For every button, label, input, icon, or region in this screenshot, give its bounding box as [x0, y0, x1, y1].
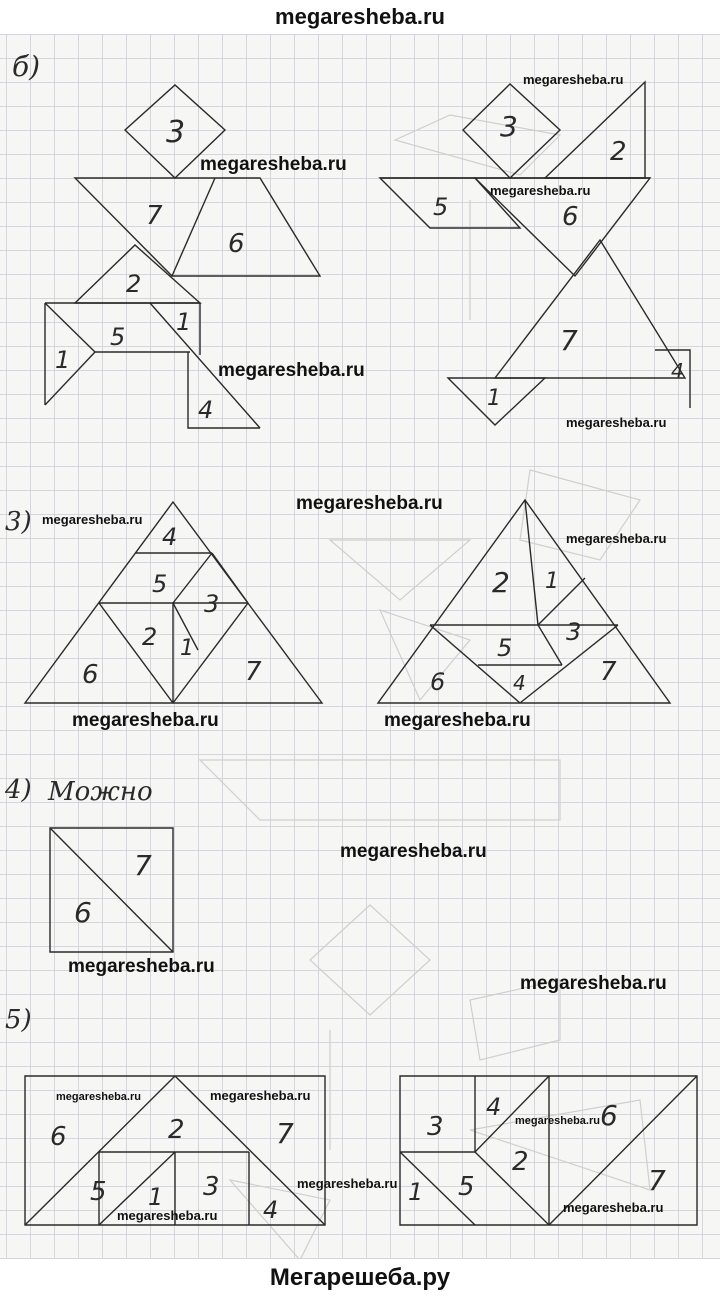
- piece-number-2: 2: [142, 623, 158, 651]
- piece-number-6: 6: [562, 202, 579, 232]
- task-5-label: 5): [5, 1005, 32, 1035]
- watermark: megaresheba.ru: [566, 531, 667, 546]
- figure-3-right-numbers: [430, 566, 617, 696]
- piece-number-5: 5: [110, 323, 126, 351]
- piece-number-1: 1: [545, 569, 559, 594]
- watermark: megaresheba.ru: [566, 415, 667, 430]
- watermark: megaresheba.ru: [515, 1115, 600, 1127]
- piece-number-5: 5: [497, 634, 513, 662]
- watermark: megaresheba.ru: [117, 1208, 218, 1223]
- site-footer[interactable]: Мегарешеба.ру: [0, 1259, 720, 1297]
- piece-number-7: 7: [276, 1117, 294, 1150]
- watermark: megaresheba.ru: [520, 973, 667, 994]
- figure-5-right-numbers: [408, 1093, 666, 1206]
- piece-number-7: 7: [648, 1164, 666, 1197]
- piece-number-4: 4: [513, 671, 526, 695]
- watermark: megaresheba.ru: [563, 1200, 664, 1215]
- piece-number-2: 2: [610, 137, 627, 167]
- piece-number-1: 1: [408, 1178, 424, 1206]
- task-4-answer: Можно: [48, 777, 153, 807]
- piece-number-7: 7: [560, 324, 578, 357]
- piece-number-4: 4: [162, 523, 178, 551]
- task-4-label: 4): [5, 775, 32, 805]
- figure-4-numbers: [74, 849, 152, 929]
- watermark: megaresheba.ru: [210, 1088, 311, 1103]
- piece-number-2: 2: [168, 1115, 185, 1145]
- piece-number-5: 5: [433, 193, 449, 221]
- watermark: megaresheba.ru: [340, 841, 487, 862]
- piece-number-3: 3: [204, 590, 220, 618]
- watermark: megaresheba.ru: [72, 710, 219, 731]
- piece-number-3: 3: [566, 618, 582, 646]
- watermark: megaresheba.ru: [490, 183, 591, 198]
- figure-b-right: [380, 82, 690, 425]
- piece-number-1: 1: [55, 346, 71, 374]
- watermark: megaresheba.ru: [218, 360, 365, 381]
- piece-number-5: 5: [90, 1177, 107, 1207]
- piece-number-7: 7: [134, 849, 152, 882]
- piece-number-6: 6: [600, 1099, 618, 1132]
- piece-number-7: 7: [600, 657, 617, 687]
- watermark: megaresheba.ru: [56, 1091, 141, 1103]
- piece-number-2: 2: [126, 270, 142, 298]
- piece-number-1: 1: [487, 386, 501, 411]
- piece-number-6: 6: [50, 1122, 67, 1152]
- figure-3-left-numbers: [82, 523, 262, 690]
- piece-number-6: 6: [228, 229, 245, 259]
- watermark: megaresheba.ru: [523, 72, 624, 87]
- watermark: megaresheba.ru: [200, 154, 347, 175]
- site-title[interactable]: megaresheba.ru: [0, 0, 720, 34]
- piece-number-2: 2: [512, 1147, 529, 1177]
- piece-number-2: 2: [492, 566, 510, 599]
- piece-number-6: 6: [82, 660, 99, 690]
- task-3-label: 3): [5, 507, 32, 537]
- piece-number-5: 5: [458, 1172, 475, 1202]
- figure-4-square: [50, 828, 173, 952]
- piece-number-7: 7: [146, 201, 163, 231]
- piece-number-7: 7: [245, 657, 262, 687]
- piece-number-3: 3: [203, 1172, 220, 1202]
- watermark: megaresheba.ru: [68, 956, 215, 977]
- piece-number-6: 6: [74, 896, 92, 929]
- piece-number-6: 6: [430, 668, 446, 696]
- piece-number-1: 1: [176, 308, 192, 336]
- piece-number-4: 4: [263, 1196, 279, 1224]
- piece-number-1: 1: [180, 636, 194, 661]
- piece-number-4: 4: [486, 1093, 502, 1121]
- piece-number-4: 4: [198, 396, 214, 424]
- piece-number-3: 3: [500, 110, 518, 143]
- task-b-label: б): [12, 50, 41, 83]
- piece-number-1: 1: [148, 1183, 164, 1211]
- piece-number-3: 3: [166, 115, 186, 150]
- piece-number-5: 5: [152, 570, 168, 598]
- watermark: megaresheba.ru: [297, 1176, 398, 1191]
- watermark: megaresheba.ru: [42, 512, 143, 527]
- piece-number-3: 3: [427, 1112, 444, 1142]
- watermarks: [42, 72, 667, 1223]
- watermark: megaresheba.ru: [384, 710, 531, 731]
- watermark: megaresheba.ru: [296, 493, 443, 514]
- piece-number-4: 4: [671, 359, 684, 383]
